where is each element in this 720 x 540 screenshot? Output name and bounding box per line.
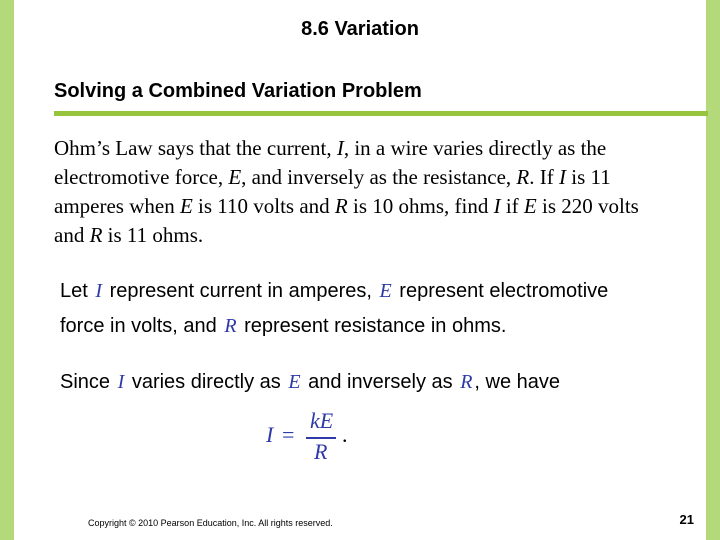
equation-period: . [342, 422, 348, 447]
copyright-footer: Copyright © 2010 Pearson Education, Inc. All rights reserved. [88, 518, 333, 528]
equation-denominator: R [314, 439, 328, 464]
subtitle-divider [54, 111, 708, 116]
left-accent-bar [0, 0, 14, 540]
page-number: 21 [679, 512, 694, 527]
equation-numerator: kE [310, 408, 334, 433]
solution-line-3: Since I varies directly as E and inversely as R , we have [60, 371, 561, 393]
equation-lhs: I [266, 422, 274, 447]
right-accent-bar [706, 0, 720, 540]
problem-statement: Ohm’s Law says that the current, I, in a wire varies directly as the electromotive force, E, and inversely as the resistance, R. If I is 11 amperes when E is 110 volts and R is 10 ohms, find I if E is 220 volts and R is 11 ohms. [54, 136, 639, 247]
solution-line-2: force in volts, and R represent resistance in ohms. [60, 315, 507, 337]
slide-subtitle: Solving a Combined Variation Problem [54, 80, 422, 102]
slide-title: 8.6 Variation [301, 18, 419, 40]
solution-line-1: Let I represent current in amperes, E represent electromotive [60, 280, 609, 302]
equation-equals: = [282, 422, 295, 447]
